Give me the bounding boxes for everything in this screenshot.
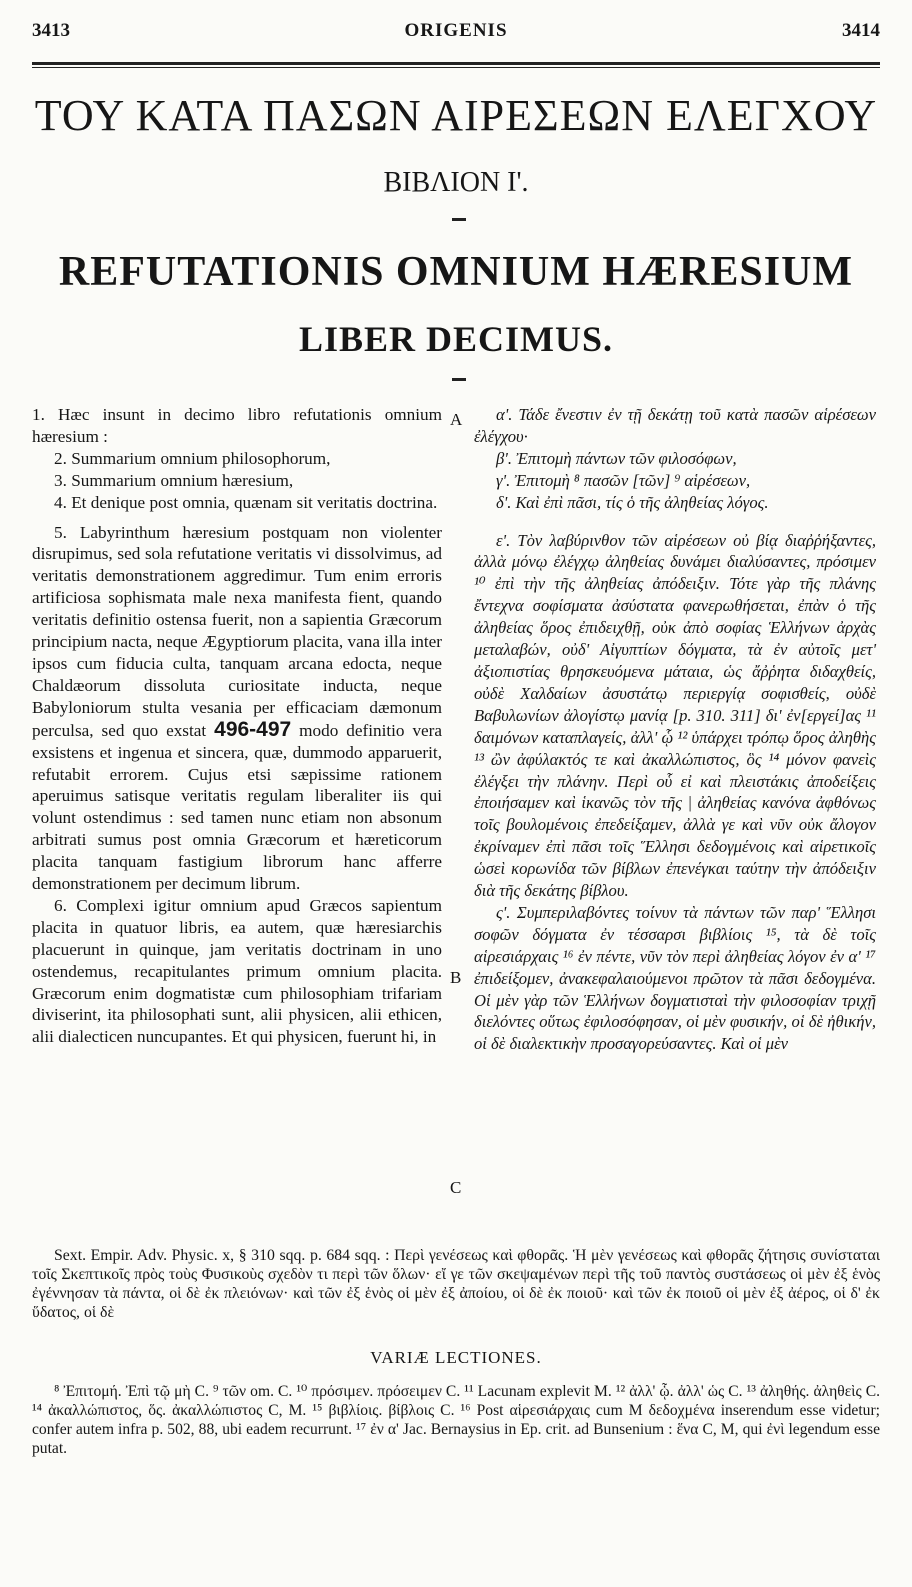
section-marker-b: B [450,968,462,987]
running-title: ORIGENIS [404,20,508,41]
section-marker-a: A [450,410,463,429]
latin-text: modo definitio vera exsistens et ingenua et sincera, quæ, dummodo apparuerit, refutabit errorem. Cujus etsi sæpissime rationem aperuimus satisque veritatis regulam liberaliter iis qui volunt ostendimus : sed tamen nunc etiam non absonum arbitrati sumus post omnia Græcorum et hæreticorum placita tanquam fastigium librorum hanc afferre demonstrationem per decimum librum. [32,720,443,894]
greek-title: ΤΟΥ ΚΑΤΑ ΠΑΣΩΝ ΑΙΡΕΣΕΩΝ ΕΛΕΓΧΟΥ [34,91,878,140]
header-rule-thick [32,62,880,65]
greek-book-title: ΒΙΒΛΙΟΝ Ι'. [383,167,529,198]
latin-title: REFUTATIONIS OMNIUM HÆRESIUM [58,249,854,295]
footnote-text: Sext. Empir. Adv. Physic. x, § 310 sqq. p. 684 sqq. : Περὶ γενέσεως καὶ φθορᾶς. Ἡ μὲν γενέσεως καὶ φθορᾶς ζήτησις συνίσταται τοῖς Σκεπτικοῖς πρὸς τοὺς Φυσικοὺς σχεδὸν τι περὶ τῶν ὅλων· εἴ γε τῶν σκεψαμένων περὶ τῆς τοῦ παντὸς συστάσεως οἱ μὲν ἐξ ἑνὸς ἐγέννησαν τὰ πάντα, οἱ δὲ ἐκ πλειόνων· καὶ τῶν ἐξ ἑνὸς οἱ μὲν ἐξ ἀποίου, οἱ δὲ ἐκ ποιοῦ· καὶ τῶν ἐκ ποιοῦ οἱ μὲν ἐξ ἀέρος, οἱ δ' ἐκ ὕδατος, οἱ δὲ [32,1247,880,1321]
latin-paragraph: 6. Complexi igitur omnium apud Græcos sapientum placita in quatuor libris, ea autem, quæ hæresiarchis placuerunt in quinque, jam veritatis doctrinam in uno ostendemus, recapitulantes primum omnium placita. Græcorum enim dogmatistæ cum philosophiam trifariam diviserint, ita philosophati sunt, alii physicen, alii ethicen, alii dialecticen nuncupantes. Et qui physicen, fuerunt hi, in [32,895,442,1047]
greek-paragraph: ε'. Τὸν λαβύρινθον τῶν αἱρέσεων οὐ βίᾳ διαῤῥήξαντες, ἀλλὰ μόνῳ ἐλέγχῳ ἀληθείας δυνάμει διαλύσαντες, πρόσιμεν ¹⁰ ἐπὶ τὴν τῆς ἀληθείας ἀπόδειξιν. Τότε γὰρ τῆς πλάνης ἔντεχνα σοφίσματα ἀσύστατα φανερωθήσεται, ἐπὰν ὁ τῆς ἀληθείας ὅρος ἐπιδειχθῇ, οὐκ ἀπὸ σοφίας Ἑλλήνων ἀρχὰς μεταλαβών, οὐδ' Αἰγυπτίων δόγματα, τὰ ἐν αὐτοῖς μετ' ἀξιοπιστίας θρησκευόμενα μάταια, ὡς ἄῤῥητα διδαχθείς, οὐδὲ Χαλδαίων ἀσυστάτῳ περιεργίᾳ σοφισθείς, οὐδὲ Βαβυλωνίων ἀλογίστῳ μανίᾳ [p. 310. 311] δι' ἐν[εργεί]ας ¹¹ δαιμόνων καταπλαγείς, ἀλλ' ᾧ ¹² ὑπάρχει τρόπῳ ὅρος ἀληθὴς ¹³ ὢν ἀφύλακτός τε καὶ ἀκαλλώπιστος, ὃς ¹⁴ μόνον φανεὶς ἐλέγξει τὴν πλάνην. Περὶ οὗ εἰ καὶ πλειστάκις ἀποδείξεις ἐποιήσαμεν καὶ ἱκανῶς τὸν τῆς | ἀληθείας κανόνα ἀφθόνως τοῖς βουλομένοις ἐπεδείξαμεν, ἀλλὰ γε καὶ νῦν οὐκ ἄλογον ἐκρίναμεν ἐπὶ πᾶσι τοῖς Ἕλλησι δεδογμένοις καὶ αἱρετικοῖς ὡσεὶ κορωνίδα τῶν βίβλων ἐπενέγκαι ταύτην τὴν ἀπόδειξιν διὰ τῆς δεκάτης βίβλου. [474,530,876,901]
greek-paragraph: δ'. Καὶ ἐπὶ πᾶσι, τίς ὁ τῆς ἀληθείας λόγος. [496,492,769,512]
section-marker-c: C [450,1178,462,1197]
source-footnote [32,1246,880,1322]
latin-column [32,404,442,1048]
latin-book-title: LIBER DECIMUS. [298,319,614,359]
variae-text: ⁸ Ἐπιτομή. Ἐπὶ τῷ μὴ C. ⁹ τῶν om. C. ¹⁰ πρόσιμεν. πρόσειμεν C. ¹¹ Lacunam explevit M. ¹² ἀλλ' ᾧ. ἀλλ' ὡς C. ¹³ ἀληθής. ἀληθεὶς C. ¹⁴ ἀκαλλώπιστος, ὅς. ἀκαλλώπιστος C, M. ¹⁵ βιβλίοις. βίβλοις C. ¹⁶ Post αἱρεσιάρχαις cum M δεδοχμένα inserendum esse videtur; confer autem infra p. 502, 88, ubi eadem recurrunt. ¹⁷ ἐν α' Jac. Bernaysius in Ep. crit. ad Bunsenium : ἕνα C, M, qui ἐνὶ legendum esse putat. [32,1383,880,1457]
variae-lectiones [32,1382,880,1458]
latin-paragraph: 4. Et denique post omnia, quænam sit veritatis doctrina. [54,492,438,512]
running-header [32,16,880,44]
variae-lectiones-heading: VARIÆ LECTIONES. [370,1348,542,1367]
latin-paragraph: 3. Summarium omnium hæresium, [54,470,294,490]
ornament-dash [452,378,466,381]
greek-paragraph: ς'. Συμπεριλαβόντες τοίνυν τὰ πάντων τῶν παρ' Ἕλλησι σοφῶν δόγματα ἐν τέσσαρσι βιβλίοις ¹⁵, τὰ δὲ τοῖς αἱρεσιάρχαις ¹⁶ ἐν πέντε, νῦν τὸν περὶ ἀληθείας λόγον ἐν α' ¹⁷ ἐπιδείξομεν, ἀνακεφαλαιούμενοι πρῶτον τὰ πᾶσι δεδογμένα. Οἱ μὲν γὰρ τῶν Ἑλλήνων δογματισταὶ τὴν φιλοσοφίαν τριχῇ διελόντες οὕτως ἐφιλοσόφησαν, οἱ μὲν φυσικήν, οἱ δὲ ἠθικήν, οἱ δὲ διαλεκτικὴν προσαγορεύσαντες. Καὶ οἱ μὲν [474,902,876,1054]
latin-paragraph: 1. Hæc insunt in decimo libro refutationis omnium hæresium : [32,405,442,446]
latin-text: 5. Labyrinthum hæresium postquam non violenter disrupimus, sed sola refutatione veritatis vi dissolvimus, ad veritatis demonstrationem aggredimur. Tum enim erroris artificiosa sophismata male nexa manifesta fient, quando veritatis definitio ostensa fuerit, non a sapientia Græcorum principium nacta, neque Ægyptiorum placita, vana illa inter ipsos cum fiducia culta, tanquam arcana edocta, neque Chaldæorum dissoluta curiositate inducta, neque Babyloniorum stulta vesania per efficaciam dæmonum perculsa, sed quo exstat [32,522,442,740]
column-number-left: 3413 [32,20,70,41]
latin-paragraph: 2. Summarium omnium philosophorum, [54,448,331,468]
greek-paragraph: β'. Ἐπιτομὴ πάντων τῶν φιλοσόφων, [496,448,737,468]
column-number-right: 3414 [842,20,880,41]
latin-paragraph [32,522,442,895]
ornament-dash [452,218,466,221]
greek-column [474,404,876,1055]
migne-column-number: 496-497 [214,717,292,741]
header-rule-thin [32,67,880,68]
greek-paragraph: α'. Τάδε ἔνεστιν ἐν τῇ δεκάτῃ τοῦ κατὰ πασῶν αἱρέσεων ἐλέγχου· [474,405,876,446]
greek-paragraph: γ'. Ἐπιτομὴ ⁸ πασῶν [τῶν] ⁹ αἱρέσεων, [496,470,751,490]
